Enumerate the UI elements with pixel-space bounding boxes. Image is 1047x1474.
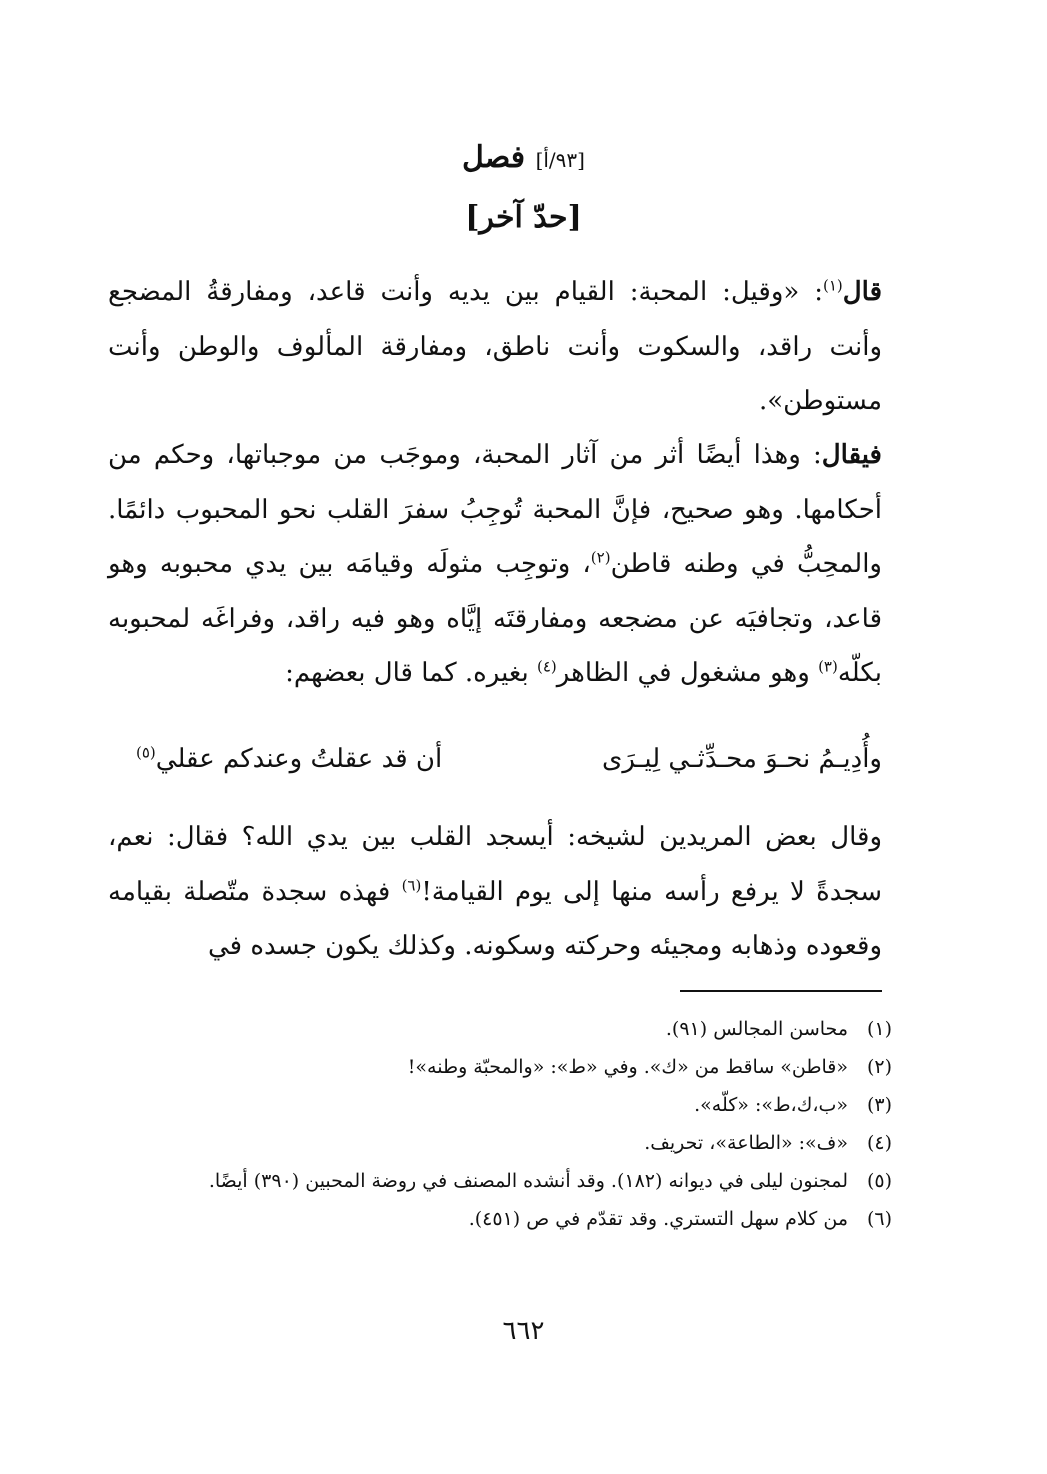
footnote <box>108 1048 892 1086</box>
footnote-ref-2: (٢) <box>590 548 611 567</box>
footnote-text: محاسن المجالس (٩١). <box>665 1018 848 1040</box>
footnotes <box>108 1010 892 1238</box>
footnote <box>108 1162 892 1200</box>
footnote-text: «ف»: «الطاعة»، تحريف. <box>644 1132 848 1154</box>
footnote-text: «قاطن» ساقط من «ك». وفي «ط»: «والمحبّة وطنه»! <box>407 1056 848 1078</box>
footnote-ref-6: (٦) <box>401 875 422 894</box>
footnote <box>108 1010 892 1048</box>
footnote-number: (٣) <box>866 1094 892 1116</box>
paragraph-text: ، وتوجِب مثولَه وقيامَه بين يدي محبوبه وهو قاعد، وتجافيَه عن مضجعه ومفارقتَه إيَّاه وهو فيه راقد، وفراغَه لمحبوبه بكلّه <box>108 549 882 688</box>
footnote <box>108 1086 892 1124</box>
poetry-verse <box>108 744 882 800</box>
footnote-text: «ب،ك،ط»: «كلّه». <box>694 1094 848 1116</box>
footnote-number: (٤) <box>866 1132 892 1154</box>
paragraph-text: فهذه سجدة متّصلة بقيامه وقعوده وذهابه ومجيئه وحركته وسكونه. وكذلك يكون جسده في <box>108 876 882 961</box>
paragraph-text: وهو مشغول في الظاهر <box>556 658 819 688</box>
footnote-text: من كلام سهل التستري. وقد تقدّم في ص (٤٥١). <box>468 1208 848 1230</box>
page-number: ٦٦٢ <box>502 1316 545 1346</box>
paragraph-label: فيقال <box>821 440 882 470</box>
paragraph-commentary <box>108 428 882 701</box>
footnote-number: (٦) <box>866 1208 892 1230</box>
footnote <box>108 1124 892 1162</box>
paragraph-text: بغيره. كما قال بعضهم: <box>285 658 537 688</box>
footnote-ref-3: (٣) <box>818 657 838 676</box>
section-heading <box>0 140 1047 175</box>
paragraph-text: : وهذا أيضًا أثر من آثار المحبة، وموجَب من موجباتها، وحكم من أحكامها. وهو صحيح، فإنَّ المحبة تُوجِبُ سفرَ القلب نحو المحبوب دائمًا. والمحِبُّ في وطنه قاطن <box>108 440 882 579</box>
footnote-number: (٢) <box>866 1056 892 1078</box>
footnote-ref-5: (٥) <box>136 743 156 762</box>
footnote <box>108 1200 892 1238</box>
paragraph-text: : «وقيل: المحبة: القيام بين يديه وأنت قاعد، ومفارقةُ المضجع وأنت راقد، والسكوت وأنت ناطق، ومفارقة المألوف والوطن وأنت مستوطن». <box>108 277 882 416</box>
manuscript-folio-ref: [٩٣/أ] <box>535 148 585 172</box>
footnote-ref-1: (١) <box>822 276 843 295</box>
verse-second-hemistich <box>136 744 442 774</box>
section-title: فصل <box>462 140 526 175</box>
footnote-divider <box>680 990 882 992</box>
verse-text: أن قد عقلتُ وعندكم عقلي <box>155 744 443 774</box>
section-subtitle: [حدّ آخر] <box>465 200 582 235</box>
verse-first-hemistich: وأُدِيـمُ نحـوَ محـدِّثـي لِيـرَى <box>602 744 882 774</box>
paragraph-definition <box>108 265 882 429</box>
footnote-number: (٥) <box>866 1170 892 1192</box>
footnote-text: لمجنون ليلى في ديوانه (١٨٢). وقد أنشده المصنف في روضة المحبين (٣٩٠) أيضًا. <box>208 1170 848 1192</box>
paragraph-anecdote <box>108 810 882 974</box>
paragraph-text: وقال بعض المريدين لشيخه: أيسجد القلب بين يدي الله؟ فقال: نعم، سجدةً لا يرفع رأسه منها إلى يوم القيامة! <box>108 822 883 907</box>
footnote-number: (١) <box>866 1018 892 1040</box>
paragraph-label: قال <box>842 277 882 307</box>
footnote-ref-4: (٤) <box>536 657 557 676</box>
